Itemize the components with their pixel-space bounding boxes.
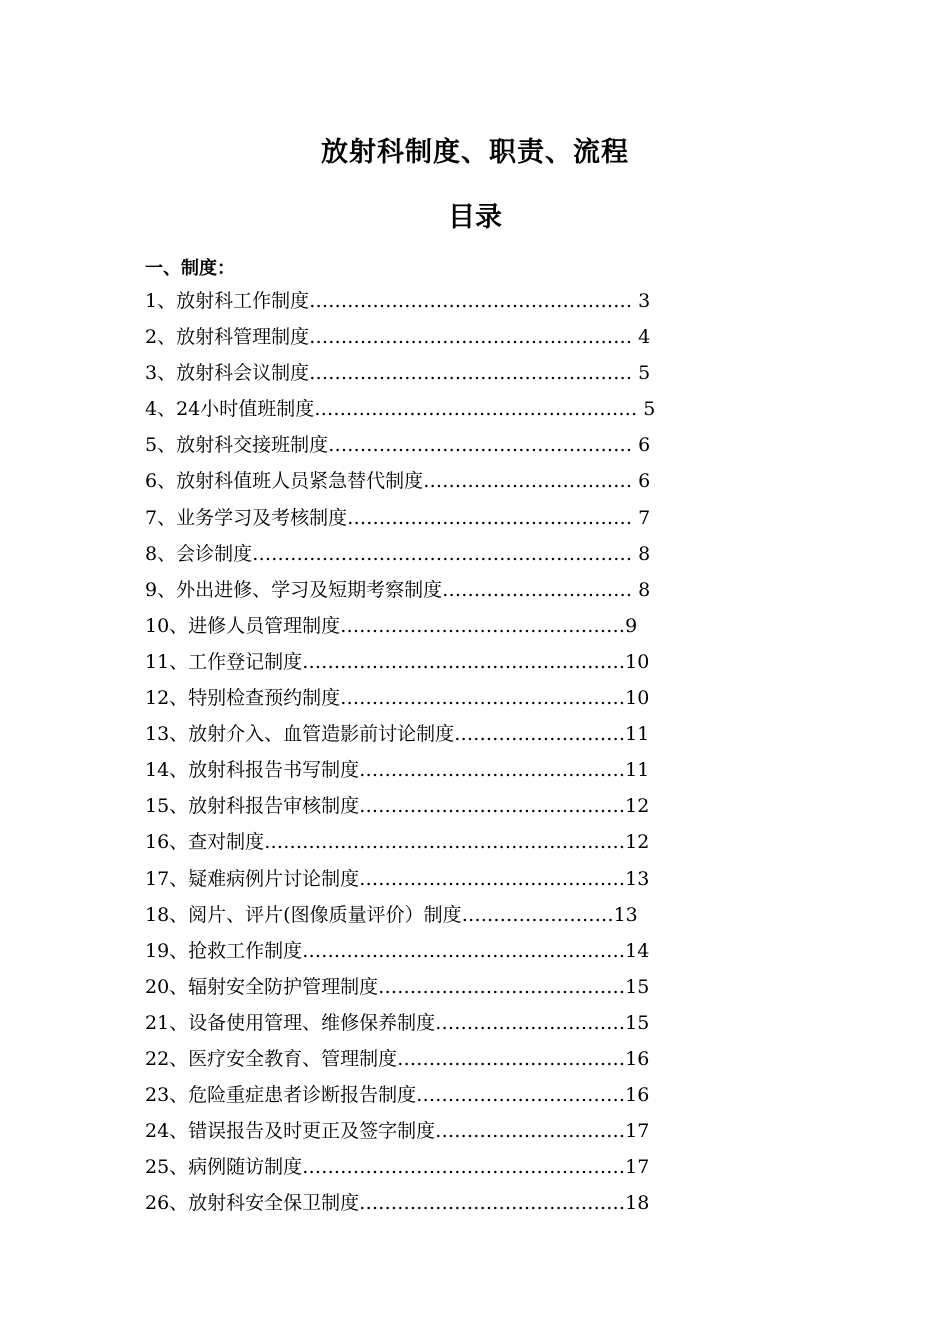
toc-entry-text: 3、放射科会议制度…………………………………………… 5 (145, 362, 651, 385)
toc-entry[interactable] (145, 1113, 745, 1149)
toc-entry[interactable] (145, 572, 745, 608)
toc-entry-text: 13、放射介入、血管造影前讨论制度………………………11 (145, 723, 650, 746)
toc-entry-text: 9、外出进修、学习及短期考察制度………………………… 8 (145, 578, 651, 601)
toc-entry-text: 18、阅片、评片(图像质量评价）制度……………………13 (145, 903, 638, 926)
toc-entry-text: 17、疑难病例片讨论制度……………………………………13 (145, 867, 650, 890)
toc-entry[interactable] (145, 1185, 745, 1221)
toc-entry[interactable] (145, 1077, 745, 1113)
toc-entry[interactable] (145, 1005, 745, 1041)
toc-entry-text: 14、放射科报告书写制度……………………………………11 (145, 759, 650, 782)
toc-entry[interactable] (145, 427, 745, 463)
toc-entry[interactable] (145, 355, 745, 391)
toc-entry-text: 22、医疗安全教育、管理制度………………………………16 (145, 1047, 650, 1070)
toc-entry-text: 7、业务学习及考核制度……………………………………… 7 (145, 506, 651, 529)
toc-entry[interactable] (145, 644, 745, 680)
toc-entry[interactable] (145, 463, 745, 499)
toc-entry[interactable] (145, 1041, 745, 1077)
toc-entry-text: 6、放射科值班人员紧急替代制度…………………………… 6 (145, 470, 651, 493)
toc-entry[interactable] (145, 861, 745, 897)
toc-entry-text: 2、放射科管理制度…………………………………………… 4 (145, 326, 651, 349)
toc-entry-text: 21、设备使用管理、维修保养制度…………………………15 (145, 1011, 650, 1034)
toc-entry-text: 19、抢救工作制度……………………………………………14 (145, 939, 650, 962)
toc-entry-text: 26、放射科安全保卫制度……………………………………18 (145, 1192, 650, 1215)
toc-entry[interactable] (145, 608, 745, 644)
toc-entry-text: 20、辐射安全防护管理制度…………………………………15 (145, 975, 650, 998)
toc-entry-text: 24、错误报告及时更正及签字制度…………………………17 (145, 1120, 650, 1143)
toc-list (145, 283, 745, 1221)
toc-entry[interactable] (145, 283, 745, 319)
toc-entry-text: 15、放射科报告审核制度……………………………………12 (145, 795, 650, 818)
toc-entry-text: 8、会诊制度…………………………………………………… 8 (145, 542, 651, 565)
toc-entry[interactable] (145, 969, 745, 1005)
toc-entry[interactable] (145, 1149, 745, 1185)
toc-entry-text: 23、危险重症患者诊断报告制度……………………………16 (145, 1084, 650, 1107)
toc-entry-text: 16、查对制度…………………………………………………12 (145, 831, 650, 854)
toc-entry-text: 5、放射科交接班制度………………………………………… 6 (145, 434, 651, 457)
toc-entry[interactable] (145, 319, 745, 355)
toc-entry[interactable] (145, 897, 745, 933)
toc-entry-text: 11、工作登记制度……………………………………………10 (145, 650, 650, 673)
section-heading: 一、制度： (145, 258, 235, 279)
toc-entry[interactable] (145, 391, 745, 427)
toc-entry[interactable] (145, 680, 745, 716)
toc-entry-text: 12、特别检查预约制度………………………………………10 (145, 687, 650, 710)
toc-entry-text: 1、放射科工作制度…………………………………………… 3 (145, 290, 651, 312)
toc-entry-text: 25、病例随访制度……………………………………………17 (145, 1156, 650, 1179)
document-title: 放射科制度、职责、流程 (321, 137, 629, 168)
toc-entry[interactable] (145, 824, 745, 860)
toc-entry-text: 10、进修人员管理制度………………………………………9 (145, 614, 638, 637)
toc-entry[interactable] (145, 536, 745, 572)
toc-entry-text: 4、24小时值班制度…………………………………………… 5 (145, 398, 656, 421)
toc-entry[interactable] (145, 716, 745, 752)
toc-entry[interactable] (145, 752, 745, 788)
toc-entry[interactable] (145, 788, 745, 824)
toc-entry[interactable] (145, 933, 745, 969)
toc-heading: 目录 (448, 202, 502, 233)
toc-entry[interactable] (145, 500, 745, 536)
